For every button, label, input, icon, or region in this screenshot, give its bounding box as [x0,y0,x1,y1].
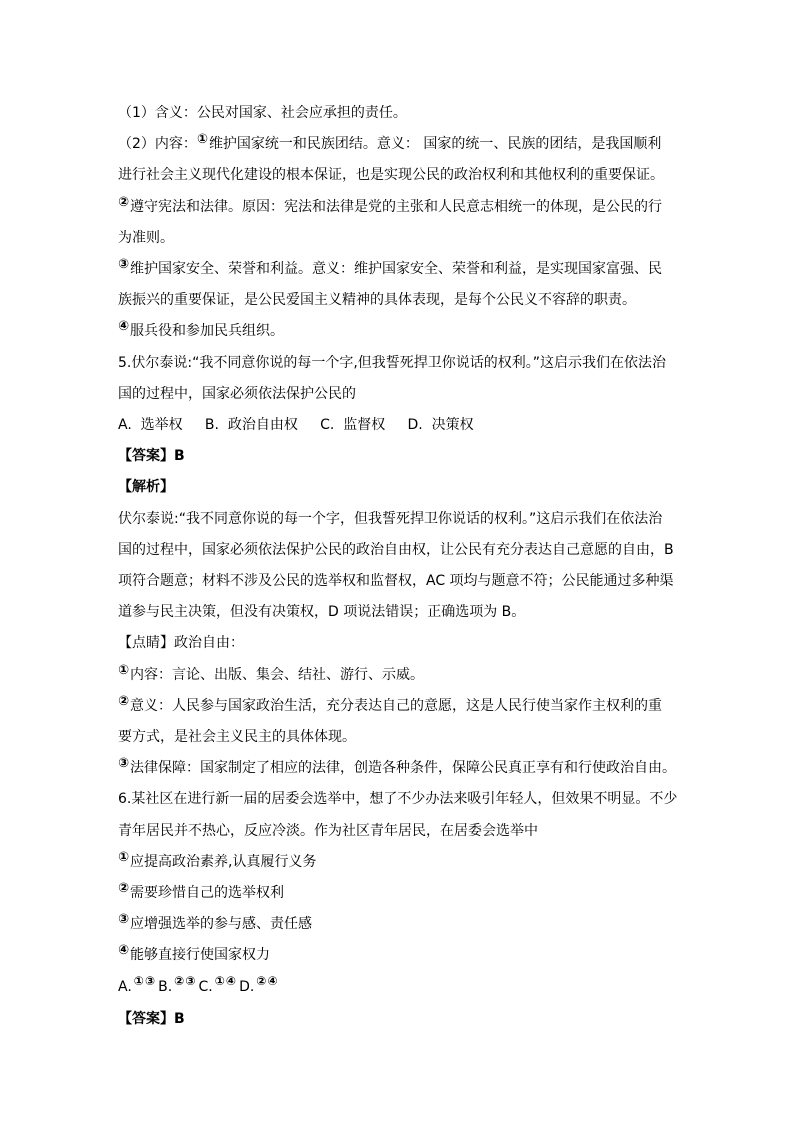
options-6: A. ①③ B. ②③ C. ①④ D. ②④ [118,974,279,995]
text-line: ②意义：人民参与国家政治生活，充分表达自己的意愿，这是人民行使当家作主权利的重 [118,694,663,714]
text-line: ③维护国家安全、荣誉和利益。意义：维护国家安全、荣誉和利益，是实现国家富强、民 [118,257,663,277]
statement-4: ④能够直接行使国家权力 [118,943,271,963]
text-line: 伏尔泰说:“我不同意你说的每一个字，但我誓死捍卫你说话的权利。”这启示我们在依法治 [118,511,663,527]
text-line: 道参与民主决策，但没有决策权，D 项说法错误；正确选项为 B。 [118,604,526,620]
circled-number: ① [196,132,208,147]
circled-number: ④ [118,319,130,334]
answer-label: 【答案】B [118,1011,185,1027]
statement-2: ②需要珍惜自己的选举权利 [118,881,285,901]
text-line: （1）含义：公民对国家、社会应承担的责任。 [118,105,407,121]
text-line: 项符合题意；材料不涉及公民的选举权和监督权，AC 项均与题意不符；公民能通过多种渠 [118,573,674,589]
analysis-label: 【解析】 [118,479,174,495]
text-line: 青年居民并不热心，反应冷淡。作为社区青年居民，在居委会选举中 [118,823,538,839]
text-line: 为准则。 [118,230,174,246]
text-line: （2）内容：①维护国家统一和民族团结。意义： 国家的统一、民族的团结，是我国顺利 [118,132,662,152]
text-line: 要方式，是社会主义民主的具体体现。 [118,729,356,745]
text-line: 进行社会主义现代化建设的根本保证，也是实现公民的政治权利和其他权利的重要保证。 [118,167,664,183]
circled-number: ① [118,663,130,678]
question-5: 5.伏尔泰说:“我不同意你说的每一个字,但我誓死捍卫你说话的权利。”这启示我们在依法治 [118,355,667,371]
text-line: ③法律保障：国家制定了相应的法律，创造各种条件，保障公民真正享有和行使政治自由。 [118,756,677,776]
key-point-label: 【点睛】政治自由： [118,635,244,651]
text-line: ④服兵役和参加民兵组织。 [118,319,285,339]
circled-number: ④ [118,943,130,958]
circled-number: ① [118,850,130,865]
circled-number: ③ [118,756,130,771]
text-line: ①内容：言论、出版、集会、结社、游行、示威。 [118,663,425,683]
statement-1: ①应提高政治素养,认真履行义务 [118,850,317,870]
question-6: 6.某社区在进行新一届的居委会选举中，想了不少办法来吸引年轻人，但效果不明显。不少 [118,791,678,807]
circled-number: ② [118,195,130,210]
text-line: 族振兴的重要保证，是公民爱国主义精神的具体表现，是每个公民义不容辞的职责。 [118,292,636,308]
statement-3: ③应增强选举的参与感、责任感 [118,912,313,932]
circled-number: ③ [118,257,130,272]
options-5: A. 选举权 B. 政治自由权 C. 监督权 D. 决策权 [118,417,474,433]
circled-number: ② [118,881,130,896]
text-line: 国的过程中，国家必须依法保护公民的 [118,386,356,402]
circled-number: ③ [118,912,130,927]
answer-label: 【答案】B [118,448,185,464]
text-line: ②遵守宪法和法律。原因：宪法和法律是党的主张和人民意志相统一的体现，是公民的行 [118,195,663,215]
circled-number: ② [118,694,130,709]
text-line: 国的过程中，国家必须依法保护公民的政治自由权，让公民有充分表达自己意愿的自由，B [118,542,674,558]
